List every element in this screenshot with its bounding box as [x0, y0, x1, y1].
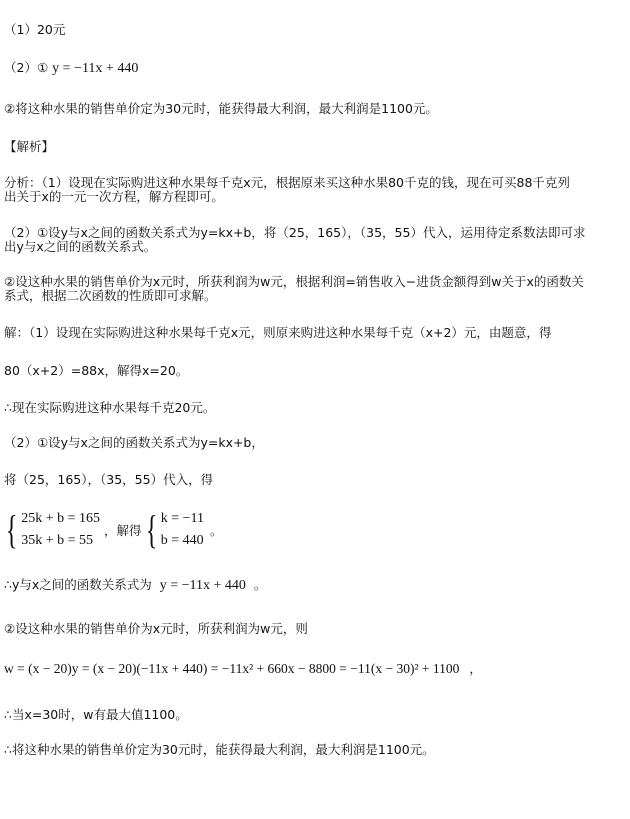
analysis-p1-line1: 分析：（1）设现在实际购进这种水果每千克x元，根据原来买这种水果80千克的钱，现在可买88千克列: [4, 175, 570, 190]
solution-line-5: 将（25，165），（35，55）代入，得: [4, 472, 214, 487]
solution-b: b = 440: [160, 533, 204, 548]
answer-part1: （1）20元: [4, 22, 66, 37]
answer-conclusion: ②将这种水果的销售单价定为30元时，能获得最大利润，最大利润是1100元。: [4, 101, 438, 116]
solution-line-2: 80（x+2）=88x，解得x=20。: [4, 363, 189, 378]
s6-suffix: 。: [253, 577, 267, 592]
equation-1: 25k + b = 165: [21, 511, 100, 526]
solution-line-7: ②设这种水果的销售单价为x元时，所获利润为w元，则: [4, 621, 308, 636]
solution-line-1: 解：（1）设现在实际购进这种水果每千克x元，则原来购进这种水果每千克（x+2）元，由题意，得: [4, 325, 552, 340]
analysis-p2-line1: （2）①设y与x之间的函数关系式为y=kx+b，将（25，165），（35，55）代入，运用待定系数法即可求: [4, 225, 586, 240]
s6-prefix: ∴y与x之间的函数关系式为: [4, 577, 152, 592]
left-brace-2: {: [145, 507, 157, 552]
system-solutions: [161, 508, 204, 552]
analysis-p1-line2: 出关于x的一元一次方程，解方程即可。: [4, 189, 224, 204]
answer-part2-prefix: （2）①: [4, 60, 49, 75]
solution-line-9: ∴将这种水果的销售单价定为30元时，能获得最大利润，最大利润是1100元。: [4, 742, 435, 757]
answer-part2-formula: y = −11x + 440: [52, 61, 139, 76]
profit-formula-line: [4, 661, 482, 677]
analysis-heading: 【解析】: [4, 139, 55, 154]
analysis-p3-line2: 系式，根据二次函数的性质即可求解。: [4, 288, 217, 303]
answer-part2: [4, 60, 138, 77]
equation-2: 35k + b = 55: [21, 533, 93, 548]
solution-line-3: ∴现在实际购进这种水果每千克20元。: [4, 400, 216, 415]
solution-k: k = −11: [160, 511, 204, 526]
left-brace: {: [5, 507, 18, 552]
s6-formula: y = −11x + 440: [159, 578, 246, 593]
solution-line-6: [4, 577, 266, 594]
equation-system: [2, 508, 223, 552]
analysis-p2-line2: 出y与x之间的函数关系式。: [4, 239, 157, 254]
analysis-p3-line1: ②设这种水果的销售单价为x元时，所获利润为w元，根据利润=销售收入−进货金额得到w关于x的函数关: [4, 274, 584, 289]
system-equations: [21, 508, 100, 552]
system-period: 。: [210, 523, 223, 538]
solve-word: ，解得: [104, 523, 142, 538]
solution-line-8: ∴当x=30时，w有最大值1100。: [4, 707, 188, 722]
solution-line-4: （2）①设y与x之间的函数关系式为y=kx+b，: [4, 435, 264, 450]
profit-formula: w = (x − 20)y = (x − 20)(−11x + 440) = −11x² + 660x − 8800 = −11(x − 30)² + 1100: [4, 661, 460, 676]
profit-formula-suffix: ，: [469, 661, 482, 676]
